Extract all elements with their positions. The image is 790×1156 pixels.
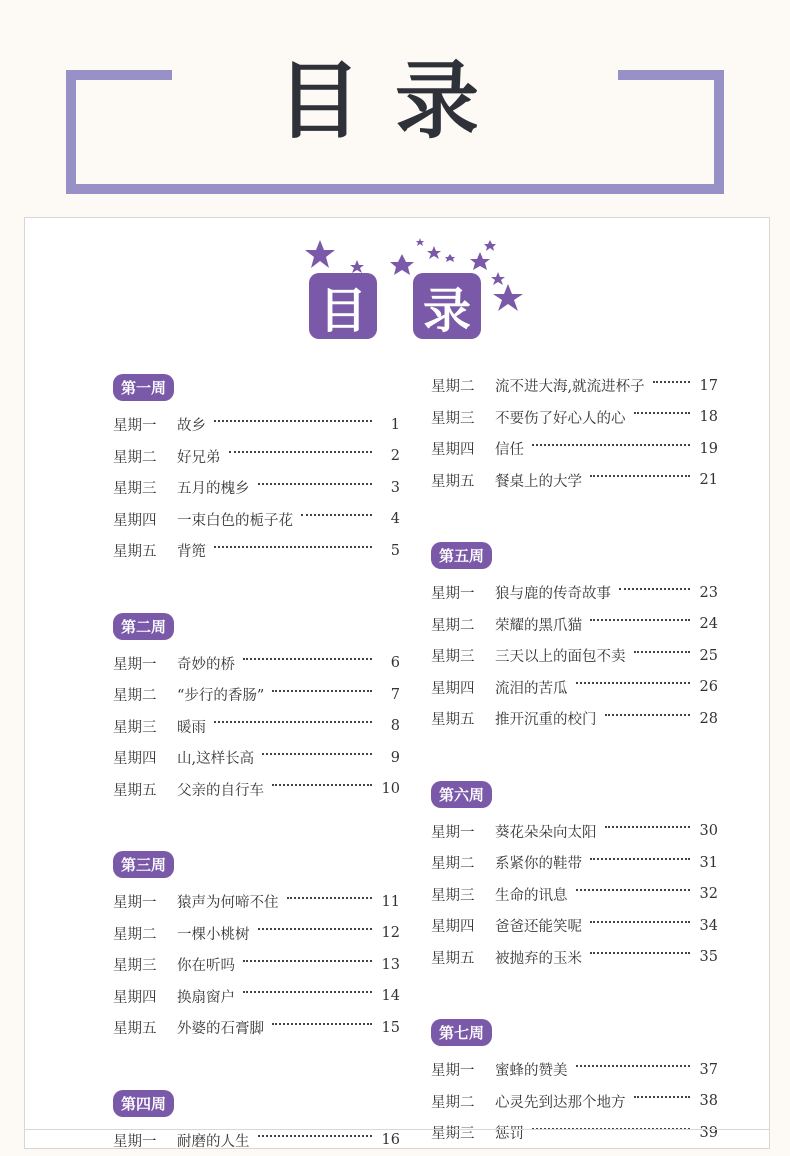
toc-entry[interactable]: [431, 640, 718, 672]
entry-day: 星期四: [431, 677, 495, 698]
toc-badge-row: [0, 273, 790, 339]
week-label: 第六周: [431, 781, 492, 808]
entry-title: 三天以上的面包不卖: [495, 645, 626, 666]
toc-entry[interactable]: [113, 535, 400, 567]
entry-page-number: 18: [698, 409, 718, 425]
star-icon: [445, 254, 455, 262]
entry-title: 五月的槐乡: [177, 477, 250, 498]
entry-title: 你在听吗: [177, 954, 235, 975]
entry-day: 星期一: [113, 414, 177, 435]
leader-dots: [243, 960, 372, 962]
entry-page-number: 17: [698, 378, 718, 394]
entry-title: 猿声为何啼不住: [177, 891, 279, 912]
entry-title: “步行的香肠”: [177, 684, 264, 705]
entry-page-number: 32: [698, 886, 718, 902]
entry-day: 星期三: [431, 645, 495, 666]
leader-dots: [576, 1065, 691, 1067]
entry-page-number: 26: [698, 679, 718, 695]
toc-entry[interactable]: [431, 577, 718, 609]
entry-day: 星期三: [431, 1122, 495, 1143]
toc-entry[interactable]: [431, 609, 718, 641]
entry-title: 不要伤了好心人的心: [495, 407, 626, 428]
header-frame-bottom: [66, 184, 724, 194]
entry-title: 暖雨: [177, 716, 206, 737]
toc-entry[interactable]: [113, 648, 400, 680]
leader-dots: [272, 1023, 372, 1025]
entry-day: 星期一: [113, 1130, 177, 1151]
entry-page-number: 16: [380, 1132, 400, 1148]
entry-day: 星期三: [113, 477, 177, 498]
entry-title: 葵花朵朵向太阳: [495, 821, 597, 842]
badge-right: 录: [413, 273, 481, 339]
toc-entry[interactable]: [431, 910, 718, 942]
leader-dots: [576, 889, 691, 891]
entry-page-number: 28: [698, 711, 718, 727]
entry-title: 爸爸还能笑呢: [495, 915, 582, 936]
entry-page-number: 24: [698, 616, 718, 632]
toc-entry[interactable]: [431, 433, 718, 465]
entry-page-number: 31: [698, 855, 718, 871]
toc-entry[interactable]: [431, 1086, 718, 1118]
leader-dots: [576, 682, 691, 684]
entry-title: 耐磨的人生: [177, 1130, 250, 1151]
entry-title: 流泪的苦瓜: [495, 677, 568, 698]
toc-entry[interactable]: [113, 918, 400, 950]
toc-entry[interactable]: [113, 441, 400, 473]
entry-day: 星期一: [113, 653, 177, 674]
leader-dots: [634, 651, 691, 653]
toc-entry[interactable]: [431, 672, 718, 704]
toc-entry[interactable]: [431, 816, 718, 848]
star-icon: [484, 240, 496, 251]
toc-entry[interactable]: [113, 742, 400, 774]
entry-title: 外婆的石膏脚: [177, 1017, 264, 1038]
toc-entry[interactable]: [431, 942, 718, 974]
toc-entry[interactable]: [431, 402, 718, 434]
entry-page-number: 35: [698, 949, 718, 965]
entry-title: 父亲的自行车: [177, 779, 264, 800]
entry-title: 荣耀的黑爪猫: [495, 614, 582, 635]
toc-entry[interactable]: [431, 370, 718, 402]
week-label: 第七周: [431, 1019, 492, 1046]
entry-day: 星期二: [431, 1091, 495, 1112]
toc-entry[interactable]: [431, 465, 718, 497]
entry-day: 星期五: [113, 779, 177, 800]
entry-day: 星期一: [431, 1059, 495, 1080]
entry-day: 星期二: [113, 684, 177, 705]
leader-dots: [605, 826, 691, 828]
entry-page-number: 37: [698, 1062, 718, 1078]
entry-page-number: 2: [380, 448, 400, 464]
entry-day: 星期五: [431, 947, 495, 968]
star-icon: [470, 252, 490, 270]
toc-entry[interactable]: [431, 1117, 718, 1149]
leader-dots: [532, 444, 690, 446]
toc-entry[interactable]: [113, 949, 400, 981]
entry-title: 一棵小桃树: [177, 923, 250, 944]
leader-dots: [272, 784, 372, 786]
section-gap: [113, 567, 400, 609]
entry-page-number: 30: [698, 823, 718, 839]
entry-page-number: 23: [698, 585, 718, 601]
entry-page-number: 1: [380, 417, 400, 433]
entry-page-number: 10: [380, 781, 400, 797]
leader-dots: [301, 514, 372, 516]
leader-dots: [653, 381, 690, 383]
entry-title: 餐桌上的大学: [495, 470, 582, 491]
entry-page-number: 9: [380, 750, 400, 766]
entry-day: 星期五: [431, 470, 495, 491]
week-label: 第一周: [113, 374, 174, 401]
week-label: 第五周: [431, 542, 492, 569]
entry-page-number: 7: [380, 687, 400, 703]
entry-day: 星期四: [113, 986, 177, 1007]
leader-dots: [287, 897, 373, 899]
toc-entry[interactable]: [113, 1012, 400, 1044]
toc-entry[interactable]: [113, 981, 400, 1013]
leader-dots: [258, 1135, 373, 1137]
entry-title: 狼与鹿的传奇故事: [495, 582, 611, 603]
toc-left-column: [113, 370, 400, 1156]
toc-entry[interactable]: [113, 409, 400, 441]
entry-day: 星期四: [431, 438, 495, 459]
entry-page-number: 19: [698, 441, 718, 457]
entry-day: 星期三: [113, 716, 177, 737]
leader-dots: [214, 546, 372, 548]
toc-entry[interactable]: [431, 703, 718, 735]
entry-day: 星期五: [113, 540, 177, 561]
toc-entry[interactable]: [113, 472, 400, 504]
entry-day: 星期二: [431, 852, 495, 873]
entry-page-number: 4: [380, 511, 400, 527]
entry-title: 被抛弃的玉米: [495, 947, 582, 968]
star-icon: [416, 238, 424, 246]
leader-dots: [634, 1096, 691, 1098]
entry-page-number: 8: [380, 718, 400, 734]
entry-page-number: 6: [380, 655, 400, 671]
entry-title: 推开沉重的校门: [495, 708, 597, 729]
section-gap: [113, 1044, 400, 1086]
entry-title: 山,这样长高: [177, 747, 254, 768]
entry-day: 星期二: [431, 375, 495, 396]
leader-dots: [605, 714, 691, 716]
entry-page-number: 34: [698, 918, 718, 934]
entry-day: 星期四: [113, 747, 177, 768]
entry-title: 好兄弟: [177, 446, 221, 467]
toc-entry[interactable]: [113, 886, 400, 918]
leader-dots: [214, 420, 372, 422]
entry-day: 星期二: [113, 446, 177, 467]
leader-dots: [272, 690, 372, 692]
entry-page-number: 12: [380, 925, 400, 941]
toc-entry[interactable]: [431, 847, 718, 879]
entry-page-number: 38: [698, 1093, 718, 1109]
entry-day: 星期五: [113, 1017, 177, 1038]
entry-title: 奇妙的桥: [177, 653, 235, 674]
star-icon: [305, 240, 335, 268]
leader-dots: [590, 921, 690, 923]
entry-title: 信任: [495, 438, 524, 459]
leader-dots: [262, 753, 372, 755]
page-bottom-divider: [24, 1129, 770, 1130]
entry-page-number: 21: [698, 472, 718, 488]
entry-day: 星期五: [431, 708, 495, 729]
entry-title: 故乡: [177, 414, 206, 435]
section-gap: [113, 805, 400, 847]
entry-day: 星期二: [113, 923, 177, 944]
entry-day: 星期一: [431, 582, 495, 603]
entry-title: 生命的讯息: [495, 884, 568, 905]
entry-page-number: 14: [380, 988, 400, 1004]
leader-dots: [214, 721, 372, 723]
week-label: 第三周: [113, 851, 174, 878]
leader-dots: [590, 952, 690, 954]
page-title: 目录: [0, 34, 790, 155]
entry-page-number: 11: [380, 894, 400, 910]
entry-day: 星期四: [431, 915, 495, 936]
entry-title: 惩罚: [495, 1122, 524, 1143]
entry-page-number: 39: [698, 1125, 718, 1141]
leader-dots: [590, 619, 690, 621]
entry-title: 一束白色的栀子花: [177, 509, 293, 530]
leader-dots: [634, 412, 691, 414]
entry-title: 背篼: [177, 540, 206, 561]
entry-day: 星期三: [431, 407, 495, 428]
leader-dots: [258, 483, 373, 485]
entry-title: 流不进大海,就流进杯子: [495, 375, 645, 396]
week-label: 第四周: [113, 1090, 174, 1117]
leader-dots: [258, 928, 373, 930]
entry-page-number: 15: [380, 1020, 400, 1036]
entry-day: 星期一: [113, 891, 177, 912]
toc-entry[interactable]: [113, 679, 400, 711]
section-gap: [431, 973, 718, 1015]
entry-title: 心灵先到达那个地方: [495, 1091, 626, 1112]
leader-dots: [243, 658, 372, 660]
entry-page-number: 3: [380, 480, 400, 496]
leader-dots: [243, 991, 372, 993]
week-label: 第二周: [113, 613, 174, 640]
entry-day: 星期二: [431, 614, 495, 635]
toc-entry[interactable]: [113, 711, 400, 743]
entry-title: 换扇窗户: [177, 986, 235, 1007]
entry-page-number: 5: [380, 543, 400, 559]
toc-entry[interactable]: [431, 1054, 718, 1086]
star-icon: [427, 246, 441, 259]
leader-dots: [590, 858, 690, 860]
leader-dots: [229, 451, 373, 453]
entry-day: 星期一: [431, 821, 495, 842]
entry-title: 系紧你的鞋带: [495, 852, 582, 873]
entry-page-number: 25: [698, 648, 718, 664]
entry-day: 星期四: [113, 509, 177, 530]
badge-left: 目: [309, 273, 377, 339]
section-gap: [431, 735, 718, 777]
toc-right-column: [431, 370, 718, 1149]
toc-entry[interactable]: [431, 879, 718, 911]
leader-dots: [590, 475, 690, 477]
toc-entry[interactable]: [113, 774, 400, 806]
leader-dots: [619, 588, 690, 590]
star-icon: [390, 254, 414, 275]
toc-entry[interactable]: [113, 504, 400, 536]
entry-page-number: 13: [380, 957, 400, 973]
entry-day: 星期三: [113, 954, 177, 975]
entry-day: 星期三: [431, 884, 495, 905]
entry-title: 蜜蜂的赞美: [495, 1059, 568, 1080]
section-gap: [431, 496, 718, 538]
